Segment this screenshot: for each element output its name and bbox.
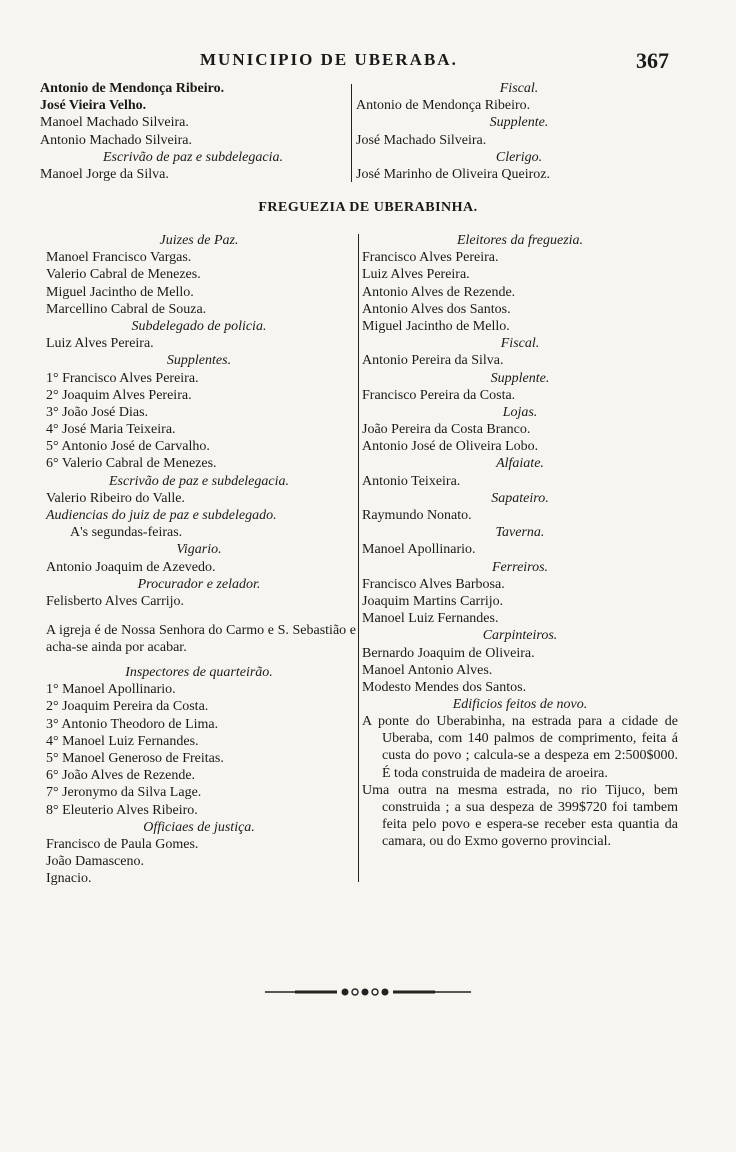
list-entry: 2° Joaquim Pereira da Costa. (46, 699, 209, 715)
list-entry: 3° Antonio Theodoro de Lima. (46, 716, 219, 732)
section-heading: Alfaiate. (496, 456, 544, 472)
list-entry: Manoel Machado Silveira. (40, 115, 189, 131)
list-entry: 1° Manoel Apollinario. (46, 682, 176, 698)
list-entry: Manoel Apollinario. (362, 542, 476, 558)
section-heading: Sapateiro. (491, 490, 549, 506)
section-heading: Edificios feitos de novo. (452, 697, 588, 713)
top-column-rule (351, 84, 352, 182)
list-entry: 2° Joaquim Alves Pereira. (46, 387, 192, 403)
section-title: FREGUEZIA DE UBERABINHA. (258, 200, 478, 215)
list-entry: Antonio Joaquim de Azevedo. (46, 559, 216, 575)
section-heading: Carpinteiros. (482, 628, 558, 644)
list-entry: José Machado Silveira. (356, 132, 487, 148)
list-entry: Antonio Pereira da Silva. (362, 353, 504, 369)
section-heading: Fiscal. (500, 336, 540, 352)
list-entry: João Damasceno. (46, 854, 144, 870)
section-heading: Procurador e zelador. (137, 576, 261, 592)
list-entry: José Vieira Velho. (40, 98, 147, 114)
list-entry: Francisco Pereira da Costa. (362, 387, 516, 403)
list-entry: Modesto Mendes dos Santos. (362, 679, 527, 695)
list-entry: 3° João José Dias. (46, 404, 149, 420)
section-heading: Escrivão de paz e subdelegacia. (102, 149, 283, 165)
list-entry: João Pereira da Costa Branco. (362, 422, 531, 438)
list-entry: Francisco Alves Pereira. (362, 250, 499, 266)
list-entry: 4° Manoel Luiz Fernandes. (46, 733, 199, 749)
left-column-list (46, 232, 352, 610)
list-entry: Francisco de Paula Gomes. (46, 836, 199, 852)
list-entry: Manoel Luiz Fernandes. (362, 611, 499, 627)
list-entry: Valerio Ribeiro do Valle. (46, 490, 185, 506)
top-right-list (356, 80, 682, 183)
list-entry: Antonio Teixeira. (362, 473, 461, 489)
list-entry: Antonio Machado Silveira. (40, 132, 193, 148)
list-entry: 6° Valerio Cabral de Menezes. (46, 456, 217, 472)
list-entry: Bernardo Joaquim de Oliveira. (362, 645, 535, 661)
list-entry: 4° José Maria Teixeira. (46, 422, 176, 438)
list-entry: Antonio José de Oliveira Lobo. (362, 439, 539, 455)
list-entry: 7° Jeronymo da Silva Lage. (46, 785, 202, 801)
running-title: MUNICIPIO DE UBERABA. (200, 50, 458, 69)
section-heading: Clerigo. (495, 149, 543, 165)
page-number: 367 (636, 48, 669, 73)
section-heading: Vigario. (176, 542, 222, 558)
list-entry: Antonio de Mendonça Ribeiro. (40, 81, 225, 96)
section-heading: Ferreiros. (491, 559, 549, 575)
section-heading: Inspectores de quarteirão. (125, 665, 273, 680)
section-heading: Subdelegado de policia. (131, 318, 267, 334)
church-note: A igreja é de Nossa Senhora do Carmo e S. Sebastião e acha-se ainda por acabar. (46, 623, 356, 656)
left-column-list-2 (46, 664, 352, 887)
list-entry: Ignacio. (46, 871, 92, 887)
list-entry: 5° Antonio José de Carvalho. (46, 439, 210, 455)
building-note: A ponte do Uberabinha, na estrada para a cidade de Uberaba, com 140 palmos de comprimento, feita á custa do povo ; calcula-se a despeza em 2:500$000. É toda construida de madeira de aroeira. (362, 714, 678, 781)
list-entry: Valerio Cabral de Menezes. (46, 267, 201, 283)
list-entry: Manoel Francisco Vargas. (46, 250, 192, 266)
section-heading: Audiencias do juiz de paz e subdelegado. (46, 508, 277, 523)
section-heading: Juizes de Paz. (159, 233, 239, 248)
list-entry: Antonio Alves de Rezende. (362, 284, 516, 300)
list-entry: Luiz Alves Pereira. (46, 336, 154, 352)
list-entry: Felisberto Alves Carrijo. (46, 593, 185, 609)
list-entry: Miguel Jacintho de Mello. (46, 284, 194, 300)
list-entry: Manoel Antonio Alves. (362, 662, 493, 678)
list-entry: Manoel Jorge da Silva. (40, 166, 169, 182)
right-paragraphs (362, 713, 678, 851)
list-entry: Antonio Alves dos Santos. (362, 301, 511, 317)
section-heading: Fiscal. (499, 81, 539, 96)
section-heading: Taverna. (495, 525, 545, 541)
list-entry: Francisco Alves Barbosa. (362, 576, 505, 592)
right-column-list (362, 232, 678, 713)
building-note: Uma outra na mesma estrada, no rio Tijuco, bem construida ; a sua despeza de 399$720 foi tambem feita pelo povo e espera-se receber esta quantia da camara, ou do Exmo governo provincial. (362, 782, 678, 850)
list-entry: Joaquim Martins Carrijo. (362, 593, 504, 609)
list-entry: Luiz Alves Pereira. (362, 267, 470, 283)
section-heading: Supplente. (489, 115, 549, 131)
top-left-list (40, 80, 346, 183)
list-entry: 5° Manoel Generoso de Freitas. (46, 750, 224, 766)
page-header (0, 48, 736, 76)
section-heading: Escrivão de paz e subdelegacia. (108, 473, 289, 489)
main-column-rule (358, 234, 359, 882)
list-entry: José Marinho de Oliveira Queiroz. (356, 166, 550, 182)
list-entry: 1° Francisco Alves Pereira. (46, 370, 199, 386)
decorative-rule-ornament (265, 986, 471, 998)
list-entry: Raymundo Nonato. (362, 508, 472, 523)
list-entry: Antonio de Mendonça Ribeiro. (356, 98, 531, 114)
list-entry: Marcellino Cabral de Souza. (46, 301, 207, 317)
section-heading: Officiaes de justiça. (143, 819, 255, 835)
section-heading: Supplentes. (166, 353, 232, 369)
section-heading: Eleitores da freguezia. (456, 233, 584, 248)
section-heading: Lojas. (502, 404, 538, 420)
list-entry: 6° João Alves de Rezende. (46, 768, 196, 784)
list-entry: 8° Eleuterio Alves Ribeiro. (46, 802, 198, 818)
list-entry: Miguel Jacintho de Mello. (362, 318, 510, 334)
list-entry: A's segundas-feiras. (70, 525, 183, 541)
section-heading: Supplente. (490, 370, 550, 386)
